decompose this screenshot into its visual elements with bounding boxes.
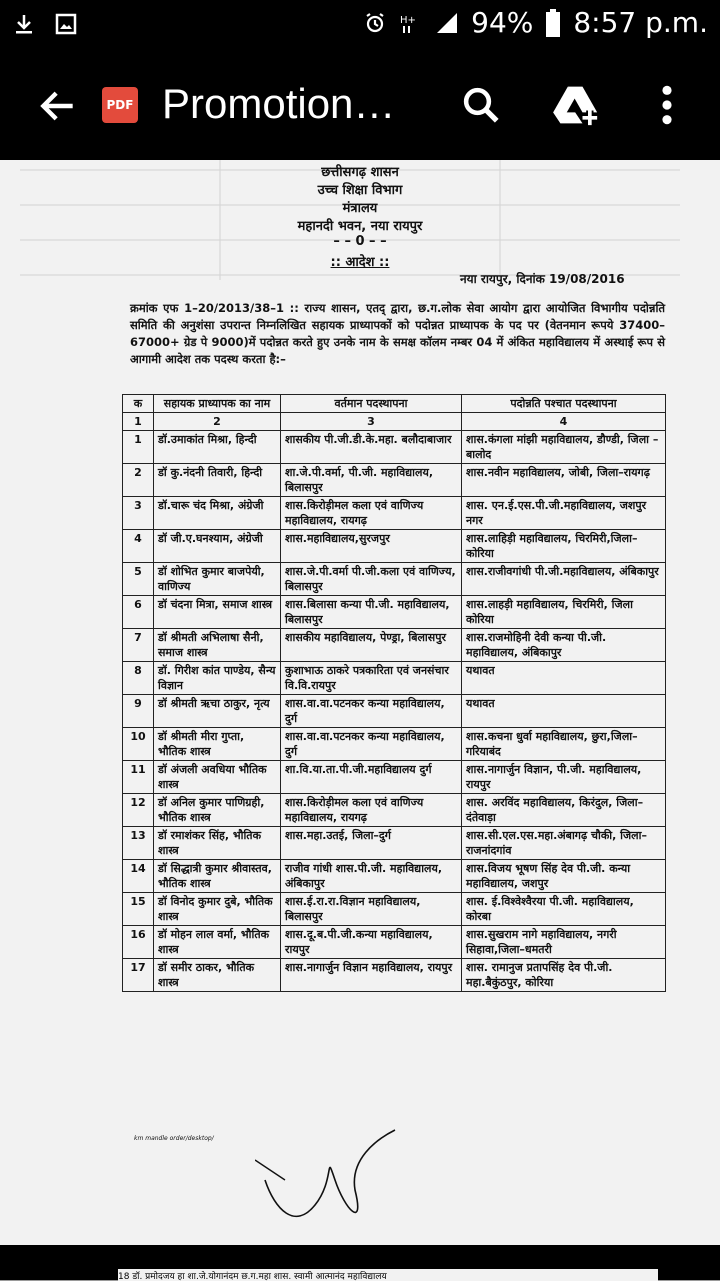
row-current-posting: शास.महा.उतई, जिला–दुर्ग <box>281 827 462 860</box>
header-department: उच्च शिक्षा विभाग <box>317 183 403 198</box>
pdf-page[interactable] <box>0 160 720 1245</box>
row-new-posting: शास.राजीवगांधी पी.जी.महाविद्यालय, अंबिकापुर <box>462 563 666 596</box>
battery-percent: 94% <box>471 6 534 39</box>
table-row <box>123 464 666 497</box>
row-current-posting: शास.वा.वा.पटनकर कन्या महाविद्यालय, दुर्ग <box>281 728 462 761</box>
row-new-posting: शास.विजय भूषण सिंह देव पी.जी. कन्या महाविद्यालय, जशपुर <box>462 860 666 893</box>
image-icon <box>54 12 78 36</box>
col-header-name: सहायक प्राध्यापक का नाम <box>154 395 281 413</box>
back-arrow-icon[interactable] <box>36 84 80 128</box>
status-bar <box>0 0 720 50</box>
row-current-posting: शास.महाविद्यालय,सुरजपुर <box>281 530 462 563</box>
row-current-posting: शास.नागार्जुन विज्ञान महाविद्यालय, रायपुर <box>281 959 462 992</box>
table-row <box>123 860 666 893</box>
row-name: डॉ अंजली अवधिया भौतिक शास्त्र <box>154 761 281 794</box>
col-header-new: पदोन्नति पश्चात पदस्थापना <box>462 395 666 413</box>
table-row <box>123 728 666 761</box>
signal-icon <box>435 11 459 35</box>
row-name: डॉ चंदना मित्रा, समाज शास्त्र <box>154 596 281 629</box>
row-serial: 8 <box>123 662 154 695</box>
app-bar <box>0 50 720 160</box>
row-serial: 2 <box>123 464 154 497</box>
row-new-posting: शास.कचना धुर्वा महाविद्यालय, छुरा,जिला–गरियाबंद <box>462 728 666 761</box>
col-header-serial: क <box>123 395 154 413</box>
row-current-posting: शास.किरोड़ीमल कला एवं वाणिज्य महाविद्यालय, रायगढ़ <box>281 497 462 530</box>
header-ministry: मंत्रालय <box>342 201 378 216</box>
header-separator: – – 0 – – <box>333 234 387 249</box>
promotion-table <box>122 394 666 992</box>
row-serial: 17 <box>123 959 154 992</box>
row-name: डॉ श्रीमती अभिलाषा सैनी, समाज शास्त्र <box>154 629 281 662</box>
row-new-posting: शास.सी.एल.एस.महा.अंबागढ़ चौकी, जिला–राजनांदगांव <box>462 827 666 860</box>
header-order: :: आदेश :: <box>330 255 390 270</box>
row-current-posting: शास.दू.ब.पी.जी.कन्या महाविद्यालय, रायपुर <box>281 926 462 959</box>
row-name: डॉ शोभित कुमार बाजपेयी, वाणिज्य <box>154 563 281 596</box>
more-options-icon[interactable] <box>655 83 679 127</box>
row-name: डॉ श्रीमती ऋचा ठाकुर, नृत्य <box>154 695 281 728</box>
row-serial: 12 <box>123 794 154 827</box>
row-serial: 11 <box>123 761 154 794</box>
row-serial: 5 <box>123 563 154 596</box>
table-row <box>123 959 666 992</box>
row-serial: 6 <box>123 596 154 629</box>
row-name: डॉ मोहन लाल वर्मा, भौतिक शास्त्र <box>154 926 281 959</box>
row-current-posting: शासकीय पी.जी.डी.के.महा. बलौदाबाजार <box>281 431 462 464</box>
row-new-posting: यथावत <box>462 662 666 695</box>
table-row <box>123 827 666 860</box>
row-current-posting: शासकीय महाविद्यालय, पेण्ड्रा, बिलासपुर <box>281 629 462 662</box>
row-name: डॉ.चारू चंद मिश्रा, अंग्रेजी <box>154 497 281 530</box>
table-row <box>123 596 666 629</box>
row-serial: 15 <box>123 893 154 926</box>
row-name: डॉ विनोद कुमार दुबे, भौतिक शास्त्र <box>154 893 281 926</box>
row-current-posting: राजीव गांधी शास.पी.जी. महाविद्यालय, अंबिकापुर <box>281 860 462 893</box>
row-current-posting: शास.वा.वा.पटनकर कन्या महाविद्यालय, दुर्ग <box>281 695 462 728</box>
header-address: महानदी भवन, नया रायपुर <box>297 219 423 234</box>
row-serial: 9 <box>123 695 154 728</box>
col-number: 4 <box>462 413 666 431</box>
row-serial: 13 <box>123 827 154 860</box>
add-to-drive-icon[interactable] <box>553 83 601 127</box>
order-date: नया रायपुर, दिनांक 19/08/2016 <box>460 272 625 286</box>
table-row <box>123 530 666 563</box>
row-name: डॉ. गिरीश कांत पाण्डेय, सैन्य विज्ञान <box>154 662 281 695</box>
table-row <box>123 761 666 794</box>
table-row <box>123 629 666 662</box>
row-serial: 7 <box>123 629 154 662</box>
row-new-posting: शास. एन.ई.एस.पी.जी.महाविद्यालय, जशपुर नगर <box>462 497 666 530</box>
row-serial: 16 <box>123 926 154 959</box>
row-serial: 10 <box>123 728 154 761</box>
row-current-posting: शा.वि.या.ता.पी.जी.महाविद्यालय दुर्ग <box>281 761 462 794</box>
table-row <box>123 794 666 827</box>
col-number: 3 <box>281 413 462 431</box>
document-title: Promotion… <box>162 80 396 127</box>
row-serial: 1 <box>123 431 154 464</box>
row-name: डॉ जी.ए.घनश्याम, अंग्रेजी <box>154 530 281 563</box>
row-current-posting: शा.जे.पी.वर्मा, पी.जी. महाविद्यालय, बिलासपुर <box>281 464 462 497</box>
order-paragraph: क्रमांक एफ 1–20/2013/38–1 :: राज्य शासन, एतद् द्वारा, छ.ग.लोक सेवा आयोग द्वारा आयोजित विभागीय पदोन्नति समिति की अनुशंसा उपरान्त निम्नलिखित सहायक प्राध्यापकों को पदोन्नत प्राध्यापक के पद पर (वेतनमान रूपये 37400–67000+ ग्रेड पे 9000)में पदोन्नत करते हुए उनके नाम के समक्ष कॉलम नम्बर 04 में अंकित महाविद्यालय में अस्थाई रूप से आगामी आदेश तक पदस्थ करता है:– <box>130 301 665 366</box>
table-row <box>123 431 666 464</box>
row-new-posting: शास.लाहिड़ी महाविद्यालय, चिरमिरी,जिला–कोरिया <box>462 530 666 563</box>
next-page-preview[interactable]: 18 डॉ. प्रमोदजय हा शा.जे.योगानंदम छ.ग.महा शास. स्वामी आत्मानंद महाविद्यालय <box>118 1269 658 1281</box>
table-row <box>123 926 666 959</box>
row-name: डॉ सिद्धात्री कुमार श्रीवास्तव, भौतिक शास्त्र <box>154 860 281 893</box>
table-row <box>123 563 666 596</box>
header-govt: छत्तीसगढ़ शासन <box>321 165 399 180</box>
search-icon[interactable] <box>460 84 502 126</box>
footnote-path: km mandle order/desktop/ <box>134 1135 214 1142</box>
row-new-posting: शास. अरविंद महाविद्यालय, किरंदुल, जिला–दंतेवाड़ा <box>462 794 666 827</box>
row-new-posting: शास.नागार्जुन विज्ञान, पी.जी. महाविद्यालय, रायपुर <box>462 761 666 794</box>
row-name: डॉ श्रीमती मीरा गुप्ता, भौतिक शास्त्र <box>154 728 281 761</box>
alarm-icon <box>363 11 387 35</box>
row-current-posting: शास.ई.रा.रा.विज्ञान महाविद्यालय, बिलासपुर <box>281 893 462 926</box>
row-new-posting: शास. ई.विश्वेश्वैरया पी.जी. महाविद्यालय, कोरबा <box>462 893 666 926</box>
row-new-posting: शास.लाहड़ी महाविद्यालय, चिरमिरी, जिला कोरिया <box>462 596 666 629</box>
row-current-posting: शास.किरोड़ीमल कला एवं वाणिज्य महाविद्यालय, रायगढ़ <box>281 794 462 827</box>
row-new-posting: यथावत <box>462 695 666 728</box>
row-new-posting: शास. रामानुज प्रतापसिंह देव पी.जी. महा.बैकुंठपुर, कोरिया <box>462 959 666 992</box>
row-new-posting: शास.राजमोहिनी देवी कन्या पी.जी. महाविद्यालय, अंबिकापुर <box>462 629 666 662</box>
row-serial: 3 <box>123 497 154 530</box>
col-number: 1 <box>123 413 154 431</box>
clock: 8:57 p.m. <box>573 6 708 39</box>
row-name: डॉ समीर ठाकर, भौतिक शास्त्र <box>154 959 281 992</box>
table-row <box>123 893 666 926</box>
row-name: डॉ कु.नंदनी तिवारी, हिन्दी <box>154 464 281 497</box>
col-number: 2 <box>154 413 281 431</box>
pdf-file-icon: PDF <box>102 87 138 123</box>
table-row <box>123 695 666 728</box>
download-icon <box>12 12 36 36</box>
row-serial: 4 <box>123 530 154 563</box>
row-serial: 14 <box>123 860 154 893</box>
row-name: डॉ रमाशंकर सिंह, भौतिक शास्त्र <box>154 827 281 860</box>
row-name: डॉ.उमाकांत मिश्रा, हिन्दी <box>154 431 281 464</box>
svg-text:H+: H+ <box>400 14 417 26</box>
row-new-posting: शास.सुखराम नागे महाविद्यालय, नगरी सिहावा,जिला–धमतरी <box>462 926 666 959</box>
battery-icon <box>545 9 561 37</box>
data-hplus-icon <box>399 11 423 35</box>
row-current-posting: शास.बिलासा कन्या पी.जी. महाविद्यालय, बिलासपुर <box>281 596 462 629</box>
row-current-posting: शास.जे.पी.वर्मा पी.जी.कला एवं वाणिज्य, बिलासपुर <box>281 563 462 596</box>
table-row <box>123 497 666 530</box>
row-current-posting: कुशाभाऊ ठाकरे पत्रकारिता एवं जनसंचार वि.वि.रायपुर <box>281 662 462 695</box>
col-header-current: वर्तमान पदस्थापना <box>281 395 462 413</box>
signature-scribble <box>255 1120 405 1240</box>
table-row <box>123 662 666 695</box>
row-new-posting: शास.कंगला मांझी महाविद्यालय, डौण्डी, जिला –बालोद <box>462 431 666 464</box>
row-new-posting: शास.नवीन महाविद्यालय, जोबी, जिला–रायगढ़ <box>462 464 666 497</box>
row-name: डॉ अनिल कुमार पाणिग्रही, भौतिक शास्त्र <box>154 794 281 827</box>
